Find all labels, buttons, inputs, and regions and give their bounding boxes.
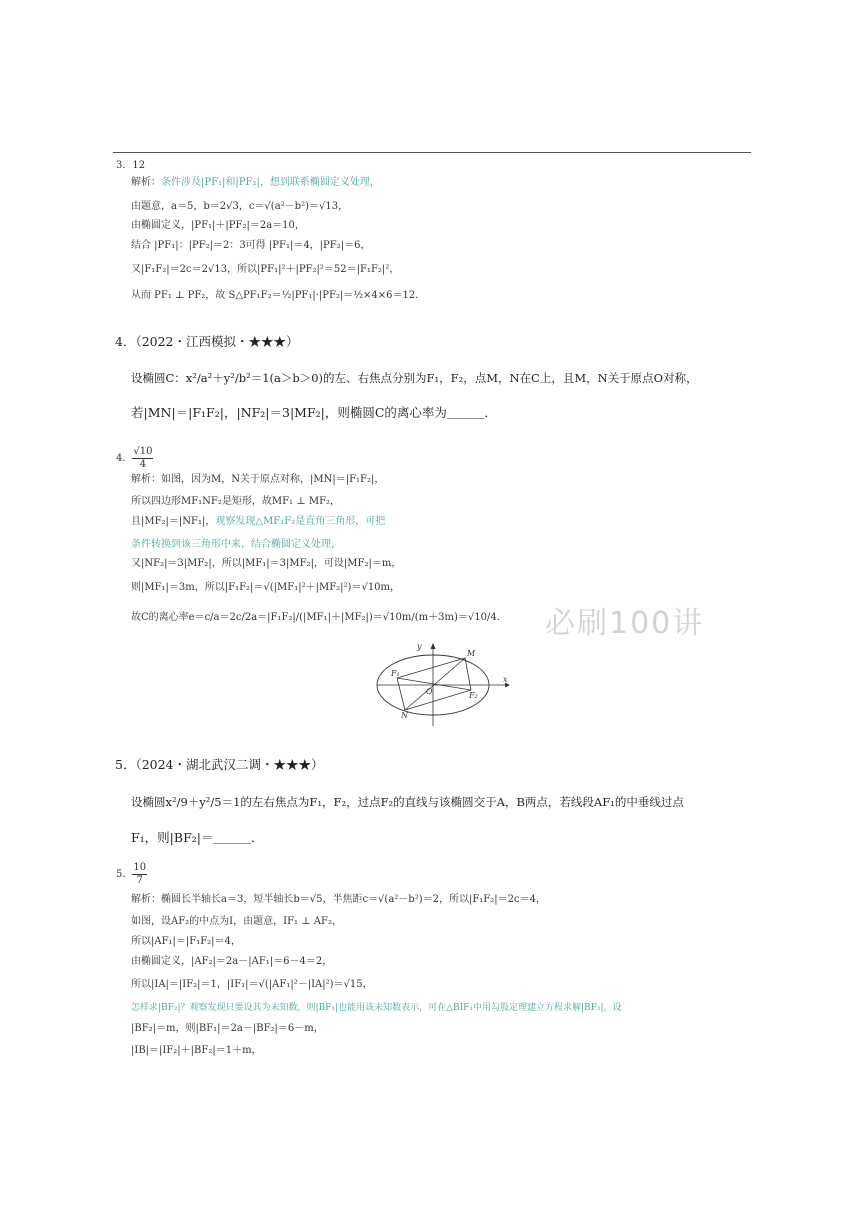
- answer-4-fraction: [132, 446, 153, 471]
- answer-5-line-1: [131, 892, 546, 908]
- answer-4-line-3: [131, 514, 385, 530]
- question-5-line-1: 设椭圆x²/9＋y²/5＝1的左右焦点为F₁，F₂，过点F₂的直线与该椭圆交于A，B两点，若线段AF₁的中垂线过点: [131, 795, 684, 809]
- question-4-line-2: 若|MN|＝|F₁F₂|，|NF₂|＝3|MF₂|，则椭圆C的离心率为＿＿＿．: [131, 405, 497, 420]
- label-o: O: [426, 687, 433, 696]
- answer-3-line-3: 结合 |PF₁|：|PF₂|＝2：3可得 |PF₁|＝4，|PF₂|＝6，: [131, 240, 371, 251]
- answer-3-line-4: 又|F₁F₂|＝2c＝2√13，所以|PF₁|²＋|PF₂|²＝52＝|F₁F₂|²，: [131, 264, 400, 275]
- answer-4-hint-1: 观察发现△MF₁F₂是直角三角形，可把: [215, 516, 386, 527]
- fraction-denominator: 7: [136, 875, 143, 886]
- answer-5-line-5: 所以|IA|＝|IF₂|＝1，|IF₁|＝√(|AF₁|²－|IA|²)＝√15，: [131, 979, 373, 990]
- answer-4-number: 4．: [116, 453, 133, 464]
- answer-5-line-4: 由椭圆定义，|AF₂|＝2a－|AF₁|＝6－4＝2，: [131, 956, 333, 967]
- analysis-prefix: 解析：: [131, 894, 161, 905]
- analysis-hint: 条件涉及|PF₁|和|PF₂|，想到联系椭圆定义处理，: [161, 177, 380, 188]
- segment-f1f2: [397, 678, 471, 690]
- question-5-header: 5．（2024・湖北武汉二调・★★★）: [115, 757, 324, 772]
- answer-4-line-7: 故C的离心率e＝c/a＝2c/2a＝|F₁F₂|/(|MF₁|＋|MF₂|)＝√10m/(m＋3m)＝√10/4．: [131, 612, 507, 623]
- answer-5-line-8: |IB|＝|IF₂|＋|BF₂|＝1＋m，: [131, 1045, 262, 1056]
- answer-4-hint-2: 条件转换到该三角形中来，结合椭圆定义处理，: [131, 539, 341, 550]
- answer-4-line-6: 则|MF₁|＝3m，所以|F₁F₂|＝√(|MF₁|²＋|MF₂|²)＝√10m，: [131, 582, 401, 593]
- label-x: x: [503, 675, 508, 684]
- analysis-prefix: 解析：: [131, 474, 161, 485]
- analysis-text: 椭圆长半轴长a＝3，短半轴长b＝√5，半焦距c＝√(a²－b²)＝2，所以|F₁F₂|＝2c＝4，: [161, 894, 546, 905]
- label-m: M: [467, 649, 476, 658]
- answer-5-line-7: |BF₂|＝m，则|BF₁|＝2a－|BF₂|＝6－m，: [131, 1023, 324, 1034]
- label-f2: F₂: [469, 691, 478, 700]
- question-5-line-2: F₁，则|BF₂|＝＿＿＿．: [131, 830, 264, 845]
- answer-5-line-3: 所以|AF₁|＝|F₁F₂|＝4，: [131, 936, 241, 947]
- answer-5-line-2: 如图，设AF₂的中点为I，由题意，IF₁ ⊥ AF₂，: [131, 916, 342, 927]
- answer-5-number: 5．: [116, 869, 133, 880]
- answer-4-line-5: 又|NF₂|＝3|MF₂|，所以|MF₁|＝3|MF₂|，可设|MF₂|＝m，: [131, 558, 402, 569]
- answer-3-analysis: [131, 175, 380, 191]
- answer-3-line-5: 从而 PF₁ ⊥ PF₂，故 S△PF₁F₂＝½|PF₁|·|PF₂|＝½×4×6＝12．: [131, 290, 426, 301]
- analysis-prefix: 解析：: [131, 177, 161, 188]
- answer-3-label: 3．12: [116, 160, 146, 171]
- top-divider-line: [113, 152, 751, 153]
- answer-5-fraction: [132, 862, 147, 887]
- y-axis-arrow: [431, 643, 436, 649]
- fraction-numerator: 10: [133, 862, 147, 873]
- ellipse-diagram: [375, 640, 515, 730]
- answer-3-line-1: 由题意，a＝5，b＝2√3，c＝√(a²－b²)＝√13，: [131, 201, 349, 212]
- question-4-line-1: 设椭圆C：x²/a²＋y²/b²＝1(a＞b＞0)的左、右焦点分别为F₁，F₂，点M，N在C上，且M，N关于原点O对称，: [131, 371, 698, 385]
- watermark-text: 必刷100讲: [545, 606, 705, 641]
- question-4-header: 4．（2022・江西模拟・★★★）: [115, 334, 299, 349]
- answer-3-line-2: 由椭圆定义，|PF₁|＋|PF₂|＝2a＝10，: [131, 220, 305, 231]
- fraction-numerator: √10: [133, 446, 153, 457]
- answer-4-line-1: [131, 472, 384, 488]
- fraction-denominator: 4: [139, 459, 147, 470]
- answer-4-line-2: 所以四边形MF₁NF₂是矩形，故MF₁ ⊥ MF₂，: [131, 496, 341, 507]
- answer-5-hint: 怎样求|BF₂|？观察发现只要设其为未知数，则|BF₁|也能用该未知数表示，可在△BIF₁中用勾股定理建立方程求解|BF₂|，设: [131, 1003, 622, 1013]
- label-n: N: [401, 711, 408, 720]
- label-f1: F₁: [391, 669, 400, 678]
- analysis-text: 如图，因为M，N关于原点对称，|MN|＝|F₁F₂|，: [161, 474, 385, 485]
- answer-4-line-3-text: 且|MF₂|＝|NF₁|，: [131, 516, 216, 527]
- answer-5-label: [116, 862, 147, 887]
- label-y: y: [417, 642, 422, 651]
- answer-4-label: [116, 446, 153, 471]
